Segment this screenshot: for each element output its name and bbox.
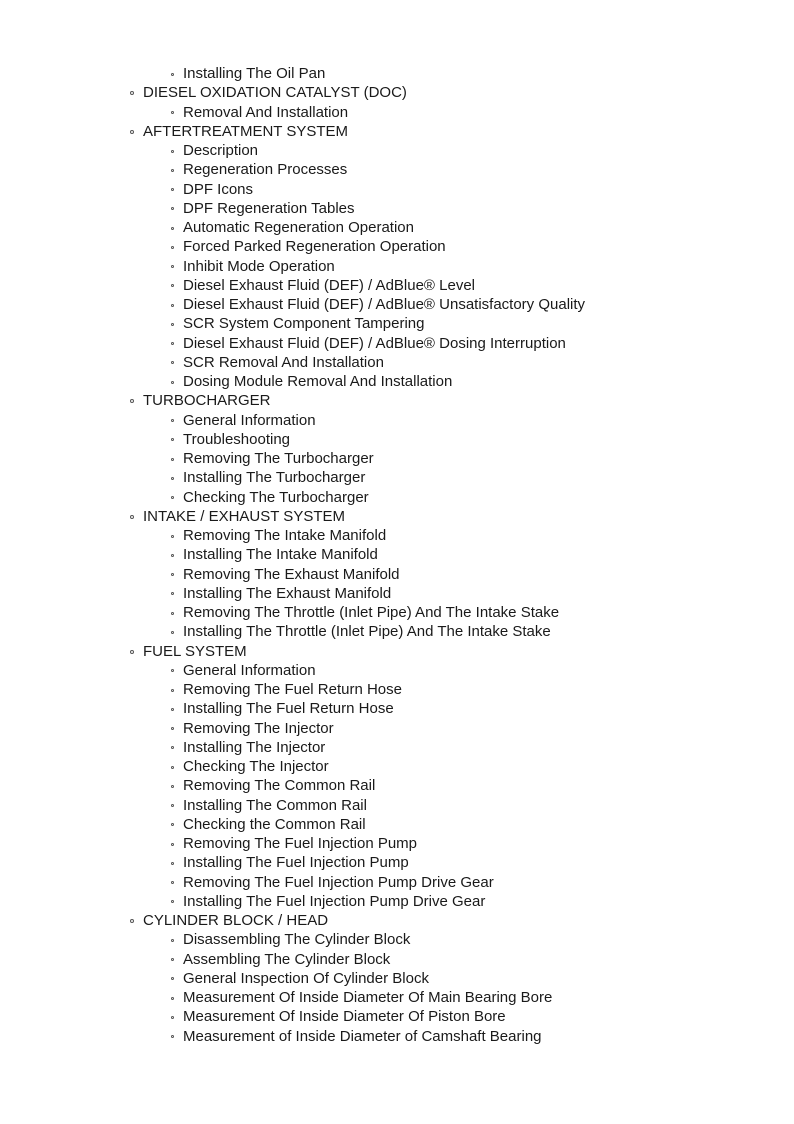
toc-subsection-title: Installing The Injector: [183, 738, 326, 756]
bullet-icon: [171, 1016, 174, 1019]
toc-subsection-entry: [0, 411, 794, 430]
toc-subsection-title: General Information: [183, 411, 316, 429]
toc-subsection-title: Installing The Turbocharger: [183, 469, 366, 487]
toc-subsection-entry: [0, 276, 794, 295]
toc-section-entry: [0, 83, 794, 102]
toc-subsection-entry: [0, 64, 794, 83]
bullet-icon: [171, 111, 174, 114]
toc-subsection-title: Diesel Exhaust Fluid (DEF) / AdBlue® Unsatisfactory Quality: [183, 296, 586, 313]
bullet-icon: [171, 592, 174, 595]
bullet-icon: [171, 997, 174, 1000]
bullet-icon: [171, 458, 174, 461]
toc-subsection-entry: [0, 160, 794, 179]
toc-subsection-title: Automatic Regeneration Operation: [183, 219, 414, 236]
toc-subsection-title: Troubleshooting: [183, 430, 291, 448]
toc-subsection-entry: [0, 199, 794, 218]
toc-subsection-title: Installing The Intake Manifold: [183, 546, 378, 564]
toc-subsection-title: Inhibit Mode Operation: [183, 257, 335, 275]
toc-subsection-title: General Inspection Of Cylinder Block: [183, 969, 429, 987]
toc-section-title: FUEL SYSTEM: [143, 642, 247, 660]
toc-subsection-entry: [0, 565, 794, 584]
toc-section-title: INTAKE / EXHAUST SYSTEM: [143, 507, 345, 525]
bullet-icon: [171, 169, 174, 172]
toc-subsection-title: Removing The Common Rail: [183, 777, 376, 795]
toc-subsection-title: Removing The Injector: [183, 719, 334, 737]
bullet-icon: [130, 919, 134, 923]
bullet-icon: [171, 843, 174, 846]
toc-subsection-entry: [0, 738, 794, 757]
toc-subsection-title: Description: [183, 142, 259, 159]
toc-subsection-title: Installing The Fuel Return Hose: [183, 700, 394, 718]
toc-subsection-title: Checking The Injector: [183, 758, 329, 775]
toc-subsection-entry: [0, 1027, 794, 1046]
bullet-icon: [171, 881, 174, 884]
toc-subsection-entry: [0, 776, 794, 795]
bullet-icon: [171, 246, 174, 249]
toc-subsection-title: Installing The Common Rail: [183, 796, 367, 814]
toc-subsection-title: Installing The Fuel Injection Pump Drive Gear: [183, 892, 486, 910]
toc-subsection-entry: [0, 699, 794, 718]
toc-subsection-entry: [0, 834, 794, 853]
toc-subsection-title: Checking The Turbocharger: [183, 488, 369, 506]
toc-subsection-title: DPF Icons: [183, 180, 254, 198]
toc-subsection-entry: [0, 468, 794, 487]
toc-subsection-entry: [0, 796, 794, 815]
toc-subsection-entry: [0, 430, 794, 449]
toc-subsection-entry: [0, 930, 794, 949]
bullet-icon: [171, 746, 174, 749]
bullet-icon: [171, 188, 174, 191]
bullet-icon: [171, 265, 174, 268]
bullet-icon: [171, 284, 174, 287]
toc-subsection-title: Removing The Throttle (Inlet Pipe) And The Intake Stake: [183, 604, 560, 621]
bullet-icon: [171, 438, 174, 441]
bullet-icon: [171, 381, 174, 384]
bullet-icon: [171, 535, 174, 538]
toc-subsection-entry: [0, 853, 794, 872]
toc-subsection-title: Checking the Common Rail: [183, 815, 366, 833]
toc-subsection-entry: [0, 603, 794, 622]
toc-subsection-title: SCR Removal And Installation: [183, 353, 384, 371]
toc-subsection-title: Removing The Fuel Injection Pump Drive Gear: [183, 873, 494, 891]
toc-subsection-title: DPF Regeneration Tables: [183, 199, 355, 217]
bullet-icon: [171, 227, 174, 230]
toc-subsection-title: Removing The Fuel Return Hose: [183, 681, 402, 698]
toc-subsection-title: Removing The Exhaust Manifold: [183, 565, 400, 583]
toc-subsection-title: Removing The Turbocharger: [183, 450, 374, 467]
toc-subsection-title: Installing The Fuel Injection Pump: [183, 854, 409, 872]
toc-subsection-entry: [0, 488, 794, 507]
toc-subsection-title: SCR System Component Tampering: [183, 315, 425, 333]
toc-subsection-entry: [0, 257, 794, 276]
bullet-icon: [171, 477, 174, 480]
bullet-icon: [171, 939, 174, 942]
toc-subsection-entry: [0, 988, 794, 1007]
bullet-icon: [171, 323, 174, 326]
toc-section-entry: [0, 507, 794, 526]
toc-subsection-title: Measurement of Inside Diameter of Camshaft Bearing: [183, 1027, 542, 1045]
toc-subsection-title: Removal And Installation: [183, 103, 349, 121]
toc-subsection-entry: [0, 680, 794, 699]
bullet-icon: [171, 631, 174, 634]
bullet-icon: [171, 342, 174, 345]
bullet-icon: [171, 573, 174, 576]
bullet-icon: [130, 650, 134, 654]
toc-subsection-entry: [0, 892, 794, 911]
toc-subsection-title: Dosing Module Removal And Installation: [183, 373, 453, 390]
bullet-icon: [130, 399, 134, 403]
toc-subsection-entry: [0, 873, 794, 892]
toc-subsection-entry: [0, 1007, 794, 1026]
bullet-icon: [171, 73, 174, 76]
bullet-icon: [130, 91, 134, 95]
toc-subsection-entry: [0, 295, 794, 314]
toc-section-entry: [0, 391, 794, 410]
toc-subsection-entry: [0, 584, 794, 603]
bullet-icon: [171, 823, 174, 826]
toc-subsection-entry: [0, 661, 794, 680]
bullet-icon: [171, 304, 174, 307]
toc-subsection-entry: [0, 526, 794, 545]
toc-subsection-entry: [0, 103, 794, 122]
bullet-icon: [171, 150, 174, 153]
toc-subsection-title: Diesel Exhaust Fluid (DEF) / AdBlue® Level: [183, 276, 476, 294]
toc-subsection-title: Installing The Exhaust Manifold: [183, 584, 392, 602]
toc-subsection-title: Installing The Throttle (Inlet Pipe) And The Intake Stake: [183, 623, 551, 641]
toc-subsection-title: General Information: [183, 661, 316, 679]
toc-subsection-entry: [0, 950, 794, 969]
bullet-icon: [130, 130, 134, 134]
toc-subsection-entry: [0, 372, 794, 391]
toc-subsection-title: Assembling The Cylinder Block: [183, 950, 391, 968]
toc-subsection-title: Disassembling The Cylinder Block: [183, 931, 411, 949]
toc-subsection-entry: [0, 622, 794, 641]
toc-section-title: DIESEL OXIDATION CATALYST (DOC): [143, 84, 407, 102]
table-of-contents: [0, 64, 794, 1046]
toc-subsection-entry: [0, 353, 794, 372]
toc-subsection-title: Regeneration Processes: [183, 161, 348, 179]
toc-subsection-entry: [0, 815, 794, 834]
toc-subsection-title: Forced Parked Regeneration Operation: [183, 238, 446, 256]
bullet-icon: [171, 708, 174, 711]
bullet-icon: [171, 689, 174, 692]
toc-subsection-entry: [0, 180, 794, 199]
bullet-icon: [171, 496, 174, 499]
bullet-icon: [171, 419, 174, 422]
toc-subsection-entry: [0, 757, 794, 776]
bullet-icon: [130, 515, 134, 519]
bullet-icon: [171, 1035, 174, 1038]
toc-section-title: CYLINDER BLOCK / HEAD: [143, 912, 329, 929]
toc-subsection-entry: [0, 141, 794, 160]
bullet-icon: [171, 804, 174, 807]
bullet-icon: [171, 900, 174, 903]
toc-subsection-title: Installing The Oil Pan: [183, 65, 326, 82]
bullet-icon: [171, 554, 174, 557]
bullet-icon: [171, 207, 174, 210]
bullet-icon: [171, 785, 174, 788]
bullet-icon: [171, 361, 174, 364]
toc-subsection-title: Removing The Intake Manifold: [183, 527, 387, 544]
toc-subsection-title: Diesel Exhaust Fluid (DEF) / AdBlue® Dosing Interruption: [183, 334, 566, 352]
toc-section-title: TURBOCHARGER: [143, 392, 271, 410]
toc-subsection-entry: [0, 314, 794, 333]
toc-subsection-title: Removing The Fuel Injection Pump: [183, 835, 418, 852]
toc-subsection-entry: [0, 218, 794, 237]
toc-section-title: AFTERTREATMENT SYSTEM: [143, 122, 349, 140]
toc-subsection-entry: [0, 334, 794, 353]
bullet-icon: [171, 862, 174, 865]
bullet-icon: [171, 727, 174, 730]
toc-subsection-entry: [0, 719, 794, 738]
toc-subsection-title: Measurement Of Inside Diameter Of Main Bearing Bore: [183, 989, 553, 1006]
toc-subsection-entry: [0, 449, 794, 468]
bullet-icon: [171, 958, 174, 961]
bullet-icon: [171, 669, 174, 672]
toc-section-entry: [0, 911, 794, 930]
toc-subsection-title: Measurement Of Inside Diameter Of Piston Bore: [183, 1008, 506, 1026]
bullet-icon: [171, 977, 174, 980]
toc-section-entry: [0, 122, 794, 141]
bullet-icon: [171, 766, 174, 769]
toc-subsection-entry: [0, 237, 794, 256]
toc-subsection-entry: [0, 545, 794, 564]
toc-section-entry: [0, 642, 794, 661]
bullet-icon: [171, 612, 174, 615]
toc-subsection-entry: [0, 969, 794, 988]
